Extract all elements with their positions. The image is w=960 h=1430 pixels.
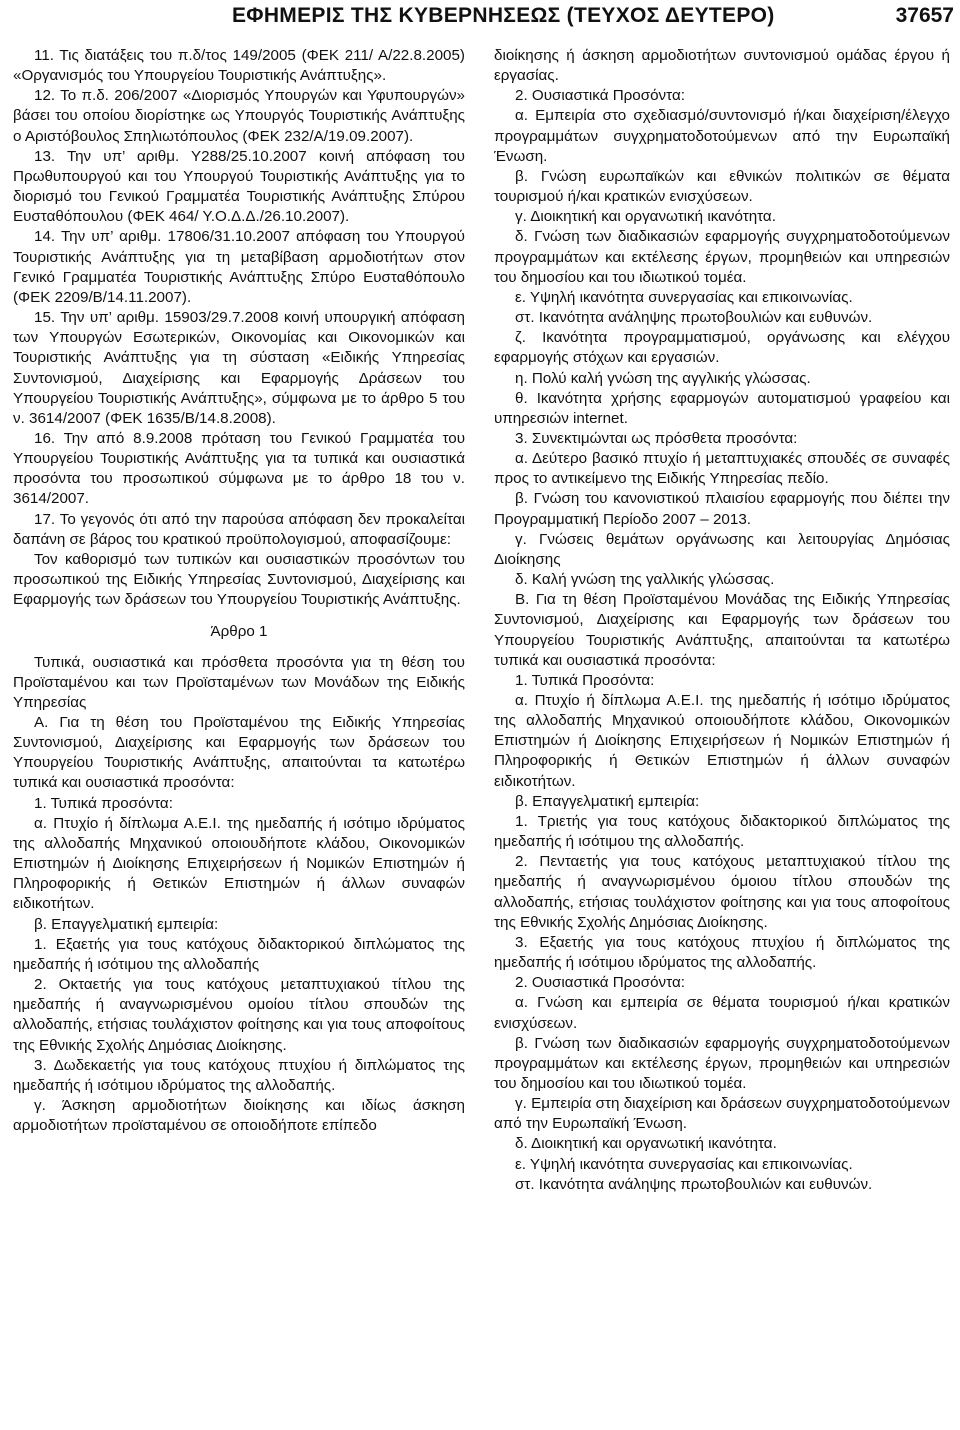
paragraph: α. Πτυχίο ή δίπλωμα Α.Ε.Ι. της ημεδαπής ή ισότιμο ιδρύματος της αλλοδαπής Μηχανικού οποιουδήποτε κλάδου, Οικονομικών Επιστημών ή Διοίκησης Επιχειρήσεων ή Νομικών Επιστημών ή Πληροφορικής ή Θετικών Επιστημών ή άλλων συναφών ειδικοτήτων. [494,692,950,790]
article-heading: Άρθρο 1 [210,623,268,641]
paragraph: στ. Ικανότητα ανάληψης πρωτοβουλιών και ευθυνών. [515,309,873,327]
paragraph: δ. Καλή γνώση της γαλλικής γλώσσας. [515,571,775,589]
paragraph: β. Γνώση του κανονιστικού πλαισίου εφαρμογής που διέπει την Προγραμματική Περίοδο 2007 – 2013. [494,490,950,528]
paragraph: γ. Διοικητική και οργανωτική ικανότητα. [515,208,776,226]
paragraph: Τον καθορισμό των τυπικών και ουσιαστικών προσόντων του προσωπικού της Ειδικής Υπηρεσίας Συντονισμού, Διαχείρισης και Εφαρμογής των δράσεων του Υπουργείου Τουριστικής Ανάπτυξης. [13,550,465,609]
paragraph: ζ. Ικανότητα προγραμματισμού, οργάνωσης και ελέγχου εφαρμογής στόχων και εργασιών. [494,329,950,367]
paragraph: α. Γνώση και εμπειρία σε θέματα τουρισμού ή/και κρατικών ενισχύσεων. [494,994,950,1032]
paragraph: δ. Γνώση των διαδικασιών εφαρμογής συγχρηματοδοτούμενων προγραμμάτων και εκτέλεσης έργων, προμηθειών και υπηρεσιών του δημοσίου και του ιδιωτικού τομέα. [494,228,950,286]
paragraph: 2. Οκταετής για τους κατόχους μεταπτυχιακού τίτλου της ημεδαπής ή αναγνωρισμένου ομοίου τίτλου σπουδών της αλλοδαπής, ετήσιας τουλάχιστον φοίτησης και για τους αποφοίτους της Εθνικής Σχολής Δημόσιας Διοίκησης. [13,976,465,1054]
paragraph: α. Πτυχίο ή δίπλωμα Α.Ε.Ι. της ημεδαπής ή ισότιμο ιδρύματος της αλλοδαπής Μηχανικού οποιουδήποτε κλάδου, Οικονομικών Επιστημών ή Διοίκησης Επιχειρήσεων ή Νομικών Επιστημών ή Πληροφορικής ή Θετικών Επιστημών ή άλλων συναφών ειδικοτήτων. [13,814,465,913]
paragraph: 1. Τυπικά προσόντα: [34,794,173,812]
right-column [494,46,950,1195]
paragraph: β. Επαγγελματική εμπειρία: [34,915,219,933]
paragraph: β. Επαγγελματική εμπειρία: [515,792,700,810]
paragraph: Τυπικά, ουσιαστικά και πρόσθετα προσόντα για τη θέση του Προϊσταμένου και των Προϊσταμένων των Μονάδων της Ειδικής Υπηρεσίας [13,653,465,711]
paragraph: 14. Την υπ’ αριθμ. 17806/31.10.2007 απόφαση του Υπουργού Τουριστικής Ανάπτυξης για τη μεταβίβαση αρμοδιοτήτων στον Γενικό Γραμματέα Τουριστικής Ανάπτυξης Σπύρο Ευσταθόπουλο (ΦΕΚ 2209/Β/14.11.2007). [13,228,465,306]
page-header [0,0,960,40]
paragraph: 3. Δωδεκαετής για τους κατόχους πτυχίου ή διπλώματος της ημεδαπής ή ισότιμου ιδρύματος της αλλοδαπής. [13,1056,465,1094]
paragraph: 3. Εξαετής για τους κατόχους πτυχίου ή διπλώματος της ημεδαπής ή ισότιμου ιδρύματος της αλλοδαπής. [494,933,950,972]
gazette-title: ΕΦΗΜΕΡΙΣ ΤΗΣ ΚΥΒΕΡΝΗΣΕΩΣ (ΤΕΥΧΟΣ ΔΕΥΤΕΡΟ) [232,4,775,27]
paragraph: α. Εμπειρία στο σχεδιασμό/συντονισμό ή/και διαχείριση/έλεγχο προγραμμάτων συγχρηματοδοτούμενων από την Ευρωπαϊκή Ένωση. [494,107,950,165]
paragraph: η. Πολύ καλή γνώση της αγγλικής γλώσσας. [515,369,811,387]
paragraph: 17. Το γεγονός ότι από την παρούσα απόφαση δεν προκαλείται δαπάνη σε βάρος του κρατικού προϋπολογισμού, αποφασίζουμε: [13,510,465,548]
paragraph: β. Γνώση ευρωπαϊκών και εθνικών πολιτικών σε θέματα τουρισμού ή/και κρατικών ενισχύσεων. [494,167,950,206]
paragraph: 13. Την υπ’ αριθμ. Υ288/25.10.2007 κοινή απόφαση του Πρωθυπουργού και του Υπουργού Τουριστικής Ανάπτυξης για το διορισμό του Γενικού Γραμματέα Τουριστικής Ανάπτυξης Σπύρου Ευσταθόπουλου (ΦΕΚ 464/ Υ.Ο.Δ.Δ./26.10.2007). [13,147,465,226]
paragraph: Β. Για τη θέση Προϊσταμένου Μονάδας της Ειδικής Υπηρεσίας Συντονισμού, Διαχείρισης και Εφαρμογής των δράσεων του Υπουργείου Τουριστικής Ανάπτυξης, απαιτούνται τα κατωτέρω τυπικά και ουσιαστικά προσόντα: [494,591,950,669]
paragraph: 12. Το π.δ. 206/2007 «Διορισμός Υπουργών και Υφυπουργών» βάσει του οποίου διορίστηκε ως Υπουργός Τουριστικής Ανάπτυξης ο Αριστόβουλος Σπηλιωτόπουλος (ΦΕΚ 232/Α/19.09.2007). [13,87,465,145]
paragraph: στ. Ικανότητα ανάληψης πρωτοβουλιών και ευθυνών. [515,1175,873,1193]
paragraph: 2. Ουσιαστικά Προσόντα: [515,87,685,105]
paragraph: 2. Ουσιαστικά Προσόντα: [515,974,685,992]
paragraph: 1. Τριετής για τους κατόχους διδακτορικού διπλώματος της ημεδαπής ή ισότιμου της αλλοδαπής. [494,812,950,851]
paragraph: α. Δεύτερο βασικό πτυχίο ή μεταπτυχιακές σπουδές σε συναφές προς το αντικείμενο της Ειδικής Υπηρεσίας πεδίο. [494,450,950,488]
paragraph: γ. Άσκηση αρμοδιοτήτων διοίκησης και ιδίως άσκηση αρμοδιοτήτων προϊσταμένου σε οποιοδήποτε επίπεδο [13,1096,465,1135]
paragraph: β. Γνώση των διαδικασιών εφαρμογής συγχρηματοδοτούμενων προγραμμάτων και εκτέλεσης έργων, προμηθειών και υπηρεσιών του δημοσίου και του ιδιωτικού τομέα. [494,1034,950,1092]
paragraph: Α. Για τη θέση του Προϊσταμένου της Ειδικής Υπηρεσίας Συντονισμού, Διαχείρισης και Εφαρμογής των δράσεων του Υπουργείου Τουριστικής Ανάπτυξης, απαιτούνται τα κατωτέρω τυπικά και ουσιαστικά προσόντα: [13,714,465,792]
paragraph: 11. Τις διατάξεις του π.δ/τος 149/2005 (ΦΕΚ 211/ Α/22.8.2005) «Οργανισμός του Υπουργείου Τουριστικής Ανάπτυξης». [13,47,465,85]
paragraph: 2. Πενταετής για τους κατόχους μεταπτυχιακού τίτλου της ημεδαπής ή αναγνωρισμένου όμοιου τίτλου σπουδών της αλλοδαπής, ετήσιας τουλάχιστον φοίτησης και για τους αποφοίτους της Εθνικής Σχολής Δημόσιας Διοίκησης. [494,853,950,931]
paragraph: γ. Εμπειρία στη διαχείριση και δράσεων συγχρηματοδοτούμενων από την Ευρωπαϊκή Ένωση. [494,1095,950,1133]
paragraph: διοίκησης ή άσκηση αρμοδιοτήτων συντονισμού ομάδας έργου ή εργασίας. [494,47,950,85]
paragraph: 15. Την υπ’ αριθμ. 15903/29.7.2008 κοινή υπουργική απόφαση των Υπουργών Εσωτερικών, Οικονομίας και Οικονομικών και Τουριστικής Ανάπτυξης για τη σύσταση «Ειδικής Υπηρεσίας Συντονισμού, Διαχείρισης και Εφαρμογής Δράσεων του Υπουργείου Τουριστικής Ανάπτυξης», σύμφωνα με το άρθρο 5 του ν. 3614/2007 (ΦΕΚ 1635/Β/14.8.2008). [13,309,465,427]
paragraph: 1. Τυπικά Προσόντα: [515,671,655,689]
paragraph: γ. Γνώσεις θεμάτων οργάνωσης και λειτουργίας Δημόσιας Διοίκησης [494,530,950,568]
page-number: 37657 [895,4,954,27]
paragraph: δ. Διοικητική και οργανωτική ικανότητα. [515,1135,777,1153]
left-column [13,46,465,1136]
paragraph: 3. Συνεκτιμώνται ως πρόσθετα προσόντα: [515,429,798,447]
paragraph: ε. Υψηλή ικανότητα συνεργασίας και επικοινωνίας. [515,1155,853,1173]
paragraph: θ. Ικανότητα χρήσης εφαρμογών αυτοματισμού γραφείου και υπηρεσιών internet. [494,389,950,427]
paragraph: 16. Την από 8.9.2008 πρόταση του Γενικού Γραμματέα του Υπουργείου Τουριστικής Ανάπτυξης για τα τυπικά και ουσιαστικά προσόντα του προσωπικού σύμφωνα με το άρθρο 18 του ν. 3614/2007. [13,429,465,508]
paragraph: ε. Υψηλή ικανότητα συνεργασίας και επικοινωνίας. [515,288,853,306]
paragraph: 1. Εξαετής για τους κατόχους διδακτορικού διπλώματος της ημεδαπής ή ισότιμου της αλλοδαπής [13,935,465,973]
